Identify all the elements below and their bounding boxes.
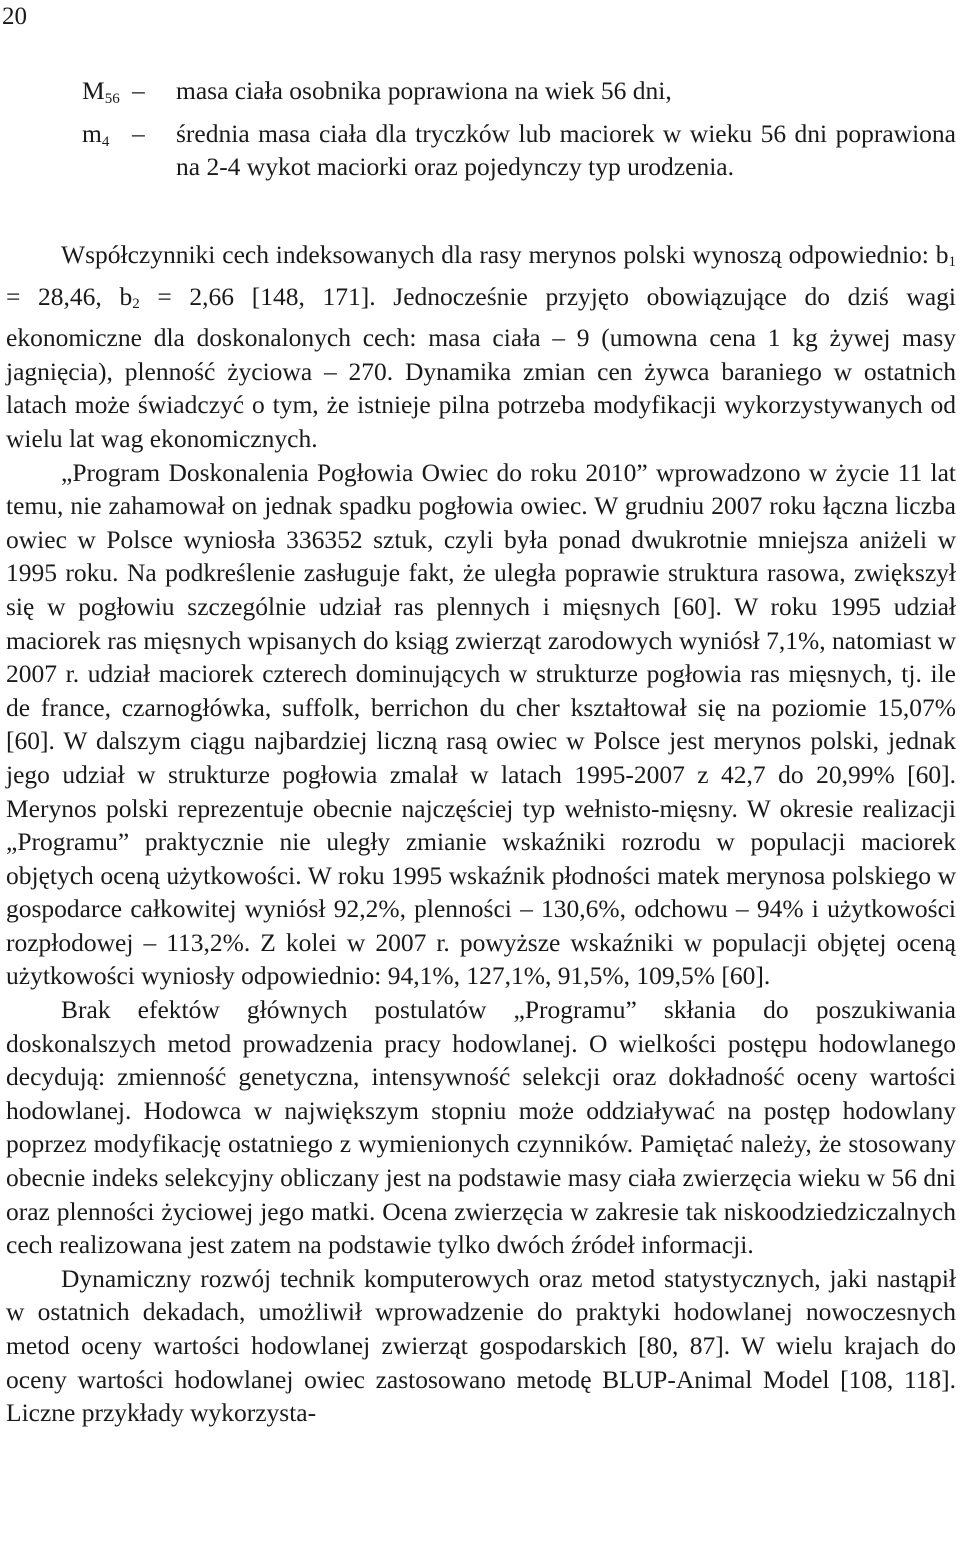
definition-text: masa ciała osobnika poprawiona na wiek 56 dni, <box>176 76 672 105</box>
definition-symbol: $M_{56}$ <box>82 76 120 107</box>
body-text <box>6 238 956 1430</box>
definition-m56 <box>82 74 956 117</box>
symbol-definitions <box>82 74 956 184</box>
definition-dash: – <box>132 118 145 148</box>
paragraph-program: „Program Doskonalenia Pogłowia Owiec do roku 2010” wprowadzono w życie 11 lat temu, nie zahamował on jednak spadku pogłowia owiec. W grudniu 2007 roku łączna liczba owiec w Polsce wyniosła 336352 sztuk, czyli była ponad dwukrotnie mniejsza aniżeli w 1995 roku. Na podkreślenie zasługuje fakt, że uległa poprawie struktura rasowa, zwiększył się w pogłowiu szczególnie udział ras plennych i mięsnych [60]. W roku 1995 udział maciorek ras mięsnych wpisanych do ksiąg zwierząt zarodowych wyniósł 7,1%, natomiast w 2007 r. udział maciorek czterech dominujących w strukturze pogłowia ras mięsnych, tj. ile de france, czarnogłówka, suffolk, berrichon du cher kształtował się na poziomie 15,07% [60]. W dalszym ciągu najbardziej liczną rasą owiec w Polsce jest merynos polski, jednak jego udział w strukturze pogłowia zmalał w latach 1995-2007 z 42,7 do 20,99% [60]. Merynos polski reprezentuje obecnie najczęściej typ wełnisto-mięsny. W okresie realizacji „Programu” praktycznie nie uległy zmianie wskaźniki rozrodu w populacji maciorek objętych oceną użytkowości. W roku 1995 wskaźnik płodności matek merynosa polskiego w gospodarce całkowitej wyniósł 92,2%, plenności – 130,6%, odchowu – 94% i użytkowości rozpłodowej – 113,2%. Z kolei w 2007 r. powyższe wskaźniki w populacji objętej oceną użytkowości wyniosły odpowiednio: 94,1%, 127,1%, 91,5%, 109,5% [60]. <box>6 457 956 991</box>
definition-symbol: $m_4$ <box>82 118 110 150</box>
paragraph-breeding-progress: Brak efektów głównych postulatów „Programu” skłania do poszukiwania doskonalszych metod prowadzenia pracy hodowlanej. O wielkości postępu hodowlanego decydują: zmienność genetyczna, intensywność selekcji oraz dokładność oceny wartości hodowlanej. Hodowca w największym stopniu może oddziaływać na postęp hodowlany poprzez modyfikację ostatniego z wymienionych czynników. Pamiętać należy, że stosowany obecnie indeks selekcyjny obliczany jest na podstawie masy ciała zwierzęcia wieku w 56 dni oraz plenności życiowej jego matki. Ocena zwierzęcia w zakresie tak niskoodziedziczalnych cech realizowana jest zatem na podstawie tylko dwóch źródeł informacji. <box>6 995 956 1260</box>
definition-m4 <box>82 117 956 184</box>
definition-text: średnia masa ciała dla tryczków lub maciorek w wieku 56 dni poprawiona na 2-4 wykot maciorki oraz pojedynczy typ urodzenia. <box>176 118 956 181</box>
paragraph-blup: Dynamiczny rozwój technik komputerowych oraz metod statystycznych, jaki nastąpił w ostatnich dekadach, umożliwił wprowadzenie do praktyki hodowlanej nowoczesnych metod oceny wartości hodowlanej zwierząt gospodarskich [80, 87]. W wielu krajach do oceny wartości hodowlanej owiec zastosowano metodę BLUP-Animal Model [108, 118]. Liczne przykłady wykorzysta- <box>6 1263 956 1428</box>
page-number: 20 <box>2 3 27 30</box>
definition-dash: – <box>132 76 145 105</box>
paragraph-coefficients: Współczynniki cech indeksowanych dla rasy merynos polski wynoszą odpowiednio: $b_1 = 28,46$, $b_2 = 2,66$ [148, 171]. Jednocześnie przyjęto obowiązujące do dziś wagi ekonomiczne dla doskonalonych cech: masa ciała – 9 (umowna cena 1 kg żywej masy jagnięcia), plenność życiowa – 270. Dynamika zmian cen żywca baraniego w ostatnich latach może świadczyć o tym, że istnieje pilna potrzeba modyfikacji wykorzystywanych od wielu lat wag ekonomicznych. <box>6 240 956 453</box>
